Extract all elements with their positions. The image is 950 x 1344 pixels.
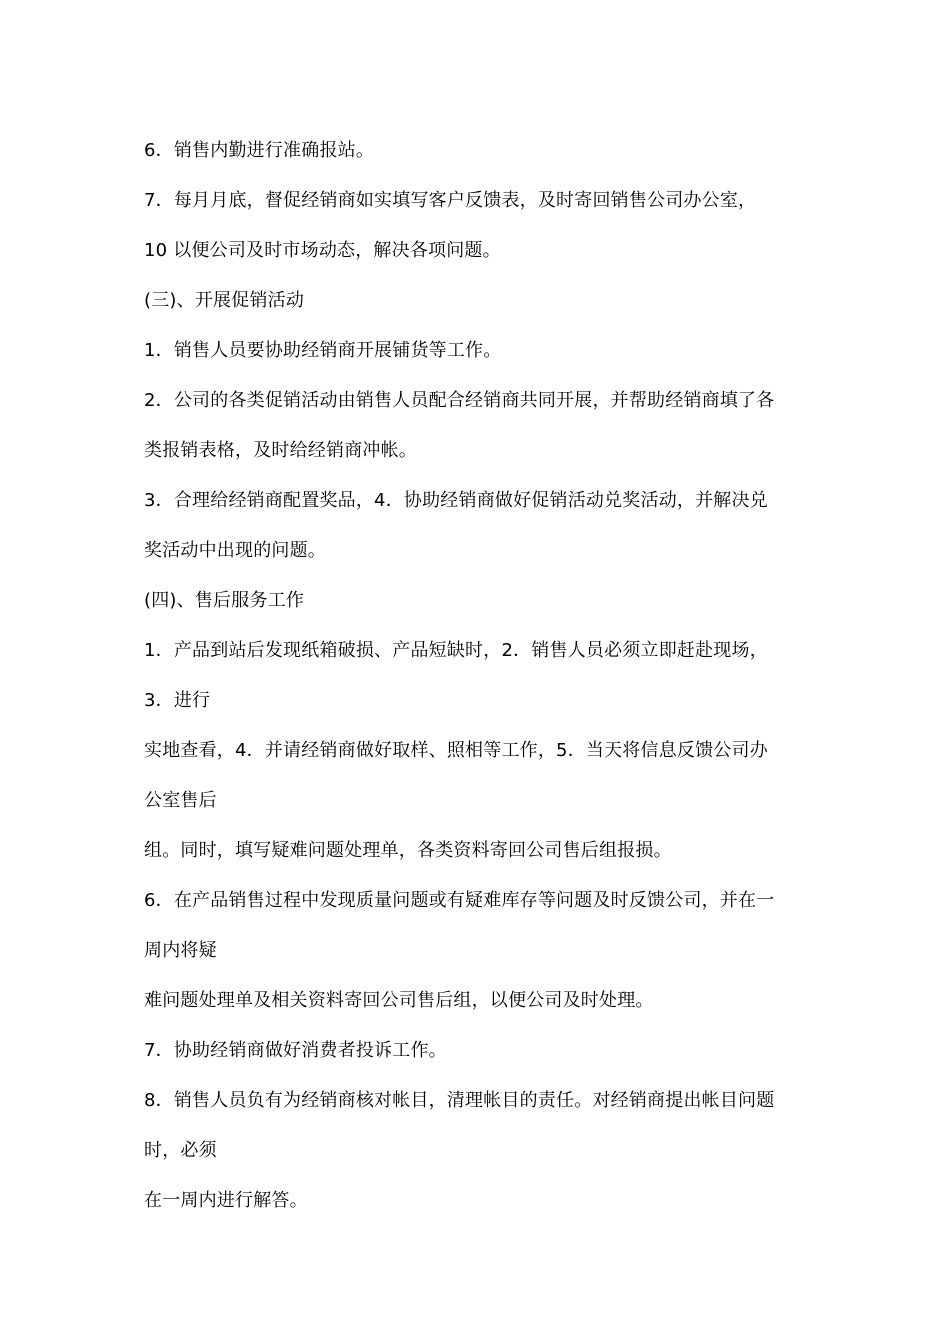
text-line: 2．公司的各类促销活动由销售人员配合经销商共同开展，并帮助经销商填了各 xyxy=(144,390,775,411)
text-line: 3．进行 xyxy=(144,690,211,711)
text-line: 时，必须 xyxy=(144,1140,217,1161)
text-line: 组。同时，填写疑难问题处理单，各类资料寄回公司售后组报损。 xyxy=(144,840,672,861)
text-line: 周内将疑 xyxy=(144,940,217,961)
text-line: 1．销售人员要协助经销商开展铺货等工作。 xyxy=(144,340,502,361)
section-heading: (三)、开展促销活动 xyxy=(144,290,305,311)
document-body xyxy=(144,126,824,1226)
text-line: 7．协助经销商做好消费者投诉工作。 xyxy=(144,1040,447,1061)
text-line: 7．每月月底，督促经销商如实填写客户反馈表，及时寄回销售公司办公室， xyxy=(144,190,757,211)
text-line: 类报销表格，及时给经销商冲帐。 xyxy=(144,440,417,461)
text-line: 10 以便公司及时市场动态，解决各项问题。 xyxy=(144,240,501,261)
text-line: 难问题处理单及相关资料寄回公司售后组，以便公司及时处理。 xyxy=(144,990,654,1011)
section-heading: (四)、售后服务工作 xyxy=(144,590,305,611)
text-line: 1．产品到站后发现纸箱破损、产品短缺时，2．销售人员必须立即赶赴现场， xyxy=(144,640,768,661)
text-line: 6．销售内勤进行准确报站。 xyxy=(144,140,375,161)
text-line: 3．合理给经销商配置奖品，4．协助经销商做好促销活动兑奖活动，并解决兑 xyxy=(144,490,768,511)
text-line: 公室售后 xyxy=(144,790,217,811)
text-line: 8．销售人员负有为经销商核对帐目，清理帐目的责任。对经销商提出帐目问题 xyxy=(144,1090,775,1111)
text-line: 奖活动中出现的问题。 xyxy=(144,540,326,561)
text-line: 在一周内进行解答。 xyxy=(144,1190,308,1211)
text-line: 实地查看，4．并请经销商做好取样、照相等工作，5．当天将信息反馈公司办 xyxy=(144,740,768,761)
text-line: 6．在产品销售过程中发现质量问题或有疑难库存等问题及时反馈公司，并在一 xyxy=(144,890,775,911)
